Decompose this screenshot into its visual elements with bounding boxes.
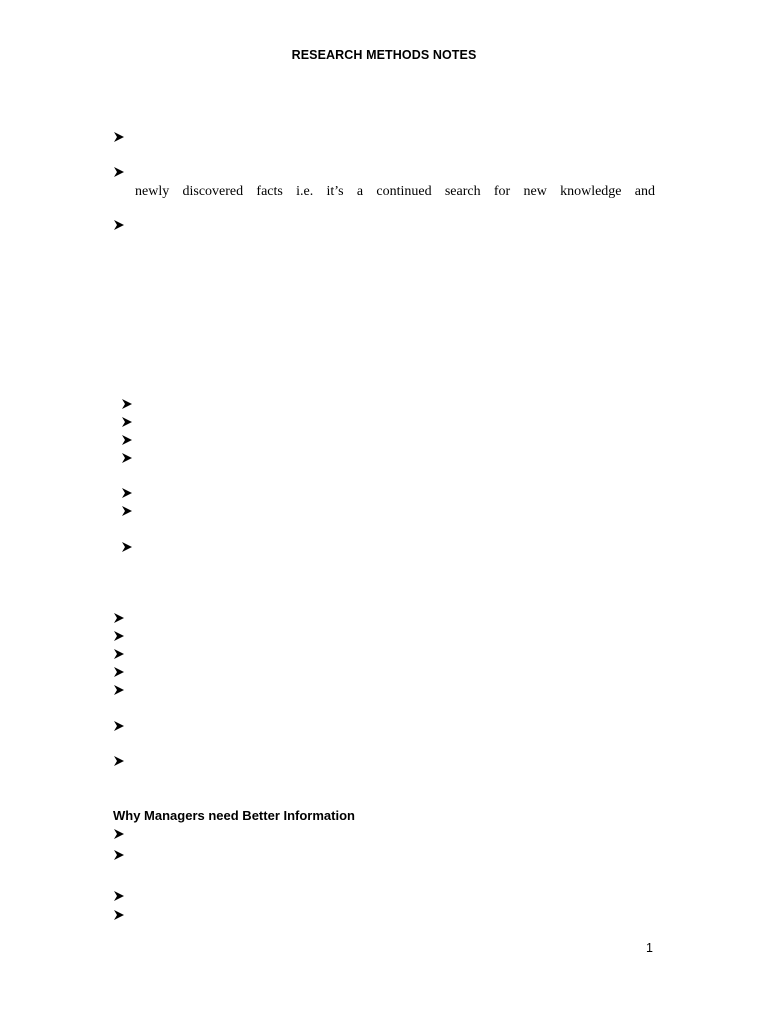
arrowhead-bullet-icon <box>121 452 135 466</box>
arrowhead-bullet-icon <box>121 541 135 555</box>
arrowhead-bullet-icon <box>113 630 127 644</box>
arrowhead-bullet-icon <box>113 131 127 145</box>
arrowhead-bullet-icon <box>113 909 127 923</box>
arrowhead-bullet-icon <box>121 434 135 448</box>
arrowhead-bullet-icon <box>121 505 135 519</box>
body-text-line: newly discovered facts i.e. it’s a continued search for new knowledge and <box>135 184 655 199</box>
page-number: 1 <box>646 941 653 955</box>
section-heading: Why Managers need Better Information <box>113 808 355 823</box>
document-title: RESEARCH METHODS NOTES <box>291 48 477 62</box>
arrowhead-bullet-icon <box>113 666 127 680</box>
arrowhead-bullet-icon <box>113 648 127 662</box>
arrowhead-bullet-icon <box>113 166 127 180</box>
arrowhead-bullet-icon <box>113 684 127 698</box>
arrowhead-bullet-icon <box>113 219 127 233</box>
arrowhead-bullet-icon <box>113 755 127 769</box>
arrowhead-bullet-icon <box>113 849 127 863</box>
arrowhead-bullet-icon <box>113 828 127 842</box>
arrowhead-bullet-icon <box>113 720 127 734</box>
arrowhead-bullet-icon <box>113 612 127 626</box>
arrowhead-bullet-icon <box>121 416 135 430</box>
arrowhead-bullet-icon <box>113 890 127 904</box>
arrowhead-bullet-icon <box>121 398 135 412</box>
arrowhead-bullet-icon <box>121 487 135 501</box>
